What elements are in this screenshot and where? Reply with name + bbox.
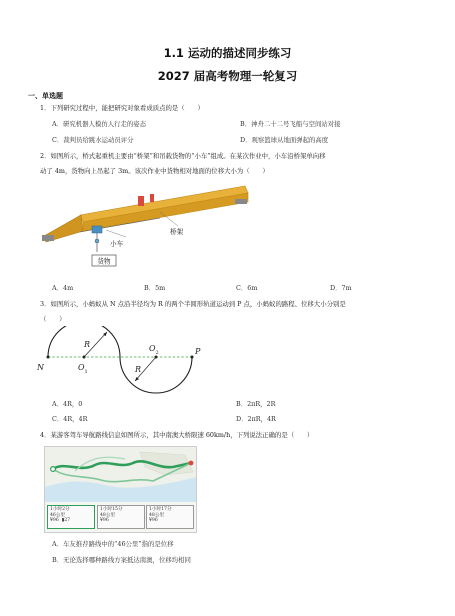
route-2-cost: ¥96 <box>100 518 109 524</box>
question-3-stem-line-2: （ ） <box>40 315 66 323</box>
question-1-option-d: D．观察篮球从地面弹起的高度 <box>240 136 329 144</box>
document-subtitle: 2027 届高考物理一轮复习 <box>157 69 298 83</box>
route-2-distance: 48公里 <box>100 512 116 518</box>
label-n: N <box>37 363 44 372</box>
label-o2-subscript: 2 <box>155 350 159 356</box>
question-2-option-a: A．4m <box>52 284 74 292</box>
question-1-option-a: A．研究机器人模仿人行走的姿态 <box>52 120 147 128</box>
question-4-stem: 4．某游客驾车导航路线信息如图所示，其中南澳大桥限速 60km/h，下列说法正确的是（ ） <box>40 431 314 439</box>
navigation-map-figure <box>44 446 197 533</box>
label-o2: O <box>149 344 156 353</box>
question-2-option-c: C．6m <box>236 284 258 292</box>
cart-label: 小车 <box>110 240 124 248</box>
route-1-cost: ¥96 <box>50 518 59 524</box>
route-2-time: 1小时15分 <box>100 507 123 512</box>
question-1-option-b: B．神舟二十二号飞船与空间站对接 <box>240 120 341 128</box>
label-o1-subscript: 1 <box>84 369 88 375</box>
semicircle-track-figure <box>34 326 204 396</box>
route-end-marker <box>189 461 194 466</box>
point-n <box>47 356 50 359</box>
route-3-distance: 48公里 <box>149 512 165 518</box>
section-heading: 一、单选题 <box>28 92 63 100</box>
crane-figure <box>40 182 250 277</box>
question-2-stem-line-2: 动了 4m，货物向上吊起了 3m。该次作业中货物相对地面的位移大小为（ ） <box>40 167 269 175</box>
route-1-lights: 27 <box>64 518 71 524</box>
cart <box>92 226 102 252</box>
route-start-marker <box>51 467 56 472</box>
question-1-stem: 1．下列研究过程中，能把研究对象看成质点的是（ ） <box>40 104 204 112</box>
point-p <box>191 356 194 359</box>
question-2-stem-line-1: 2．如图所示，桥式起重机主要由“桥架”和吊载货物的“小车”组成。在某次作业中，小车沿桥架单向移 <box>40 152 326 160</box>
label-o1: O <box>78 363 85 372</box>
question-3-option-b: B．2πR，2R <box>236 400 276 408</box>
cargo-label: 货物 <box>97 257 111 266</box>
question-3-stem-line-1: 3．如图所示，小蚂蚁从 N 点沿半径均为 R 的两个半圆形轨道运动到 P 点，小蚂蚁的路程、位移大小分别是 <box>40 300 346 308</box>
label-p: P <box>195 347 201 356</box>
bridge-frame <box>42 186 248 242</box>
question-2-option-d: D．7m <box>330 284 352 292</box>
lower-semicircle-track <box>120 357 192 393</box>
question-4-option-a: A．车友推荐路线中的“46公里”指的是位移 <box>52 540 174 548</box>
traffic-light-icon: ▮ <box>61 518 65 524</box>
route-card-3[interactable] <box>146 505 194 529</box>
bridge-label: 桥架 <box>170 228 184 236</box>
cart-pointer <box>106 230 126 237</box>
route-1-time: 1小时2分 <box>50 507 70 512</box>
question-2-option-b: B．5m <box>144 284 166 292</box>
route-3-time: 1小时17分 <box>149 507 172 512</box>
document-title: 1.1 运动的描述同步练习 <box>163 46 292 60</box>
question-3-option-a: A．4R，0 <box>52 400 83 408</box>
label-radius-lower: R <box>135 365 142 374</box>
route-3-cost: ¥96 <box>149 518 158 524</box>
route-card-2[interactable] <box>97 505 145 529</box>
navigation-map <box>45 447 196 502</box>
question-3-option-c: C．4R，4R <box>52 415 88 423</box>
label-radius-upper: R <box>84 340 91 349</box>
question-3-option-d: D．2πR，4R <box>236 415 276 423</box>
route-1-distance: 46公里 <box>50 512 66 518</box>
center-o1-dot <box>83 356 86 359</box>
question-4-option-b: B．无论选择哪种路线方案抵达南澳，位移均相同 <box>52 556 191 564</box>
question-1-option-c: C．裁判员给跳水运动员评分 <box>52 136 134 144</box>
route-card-1[interactable] <box>47 505 95 529</box>
